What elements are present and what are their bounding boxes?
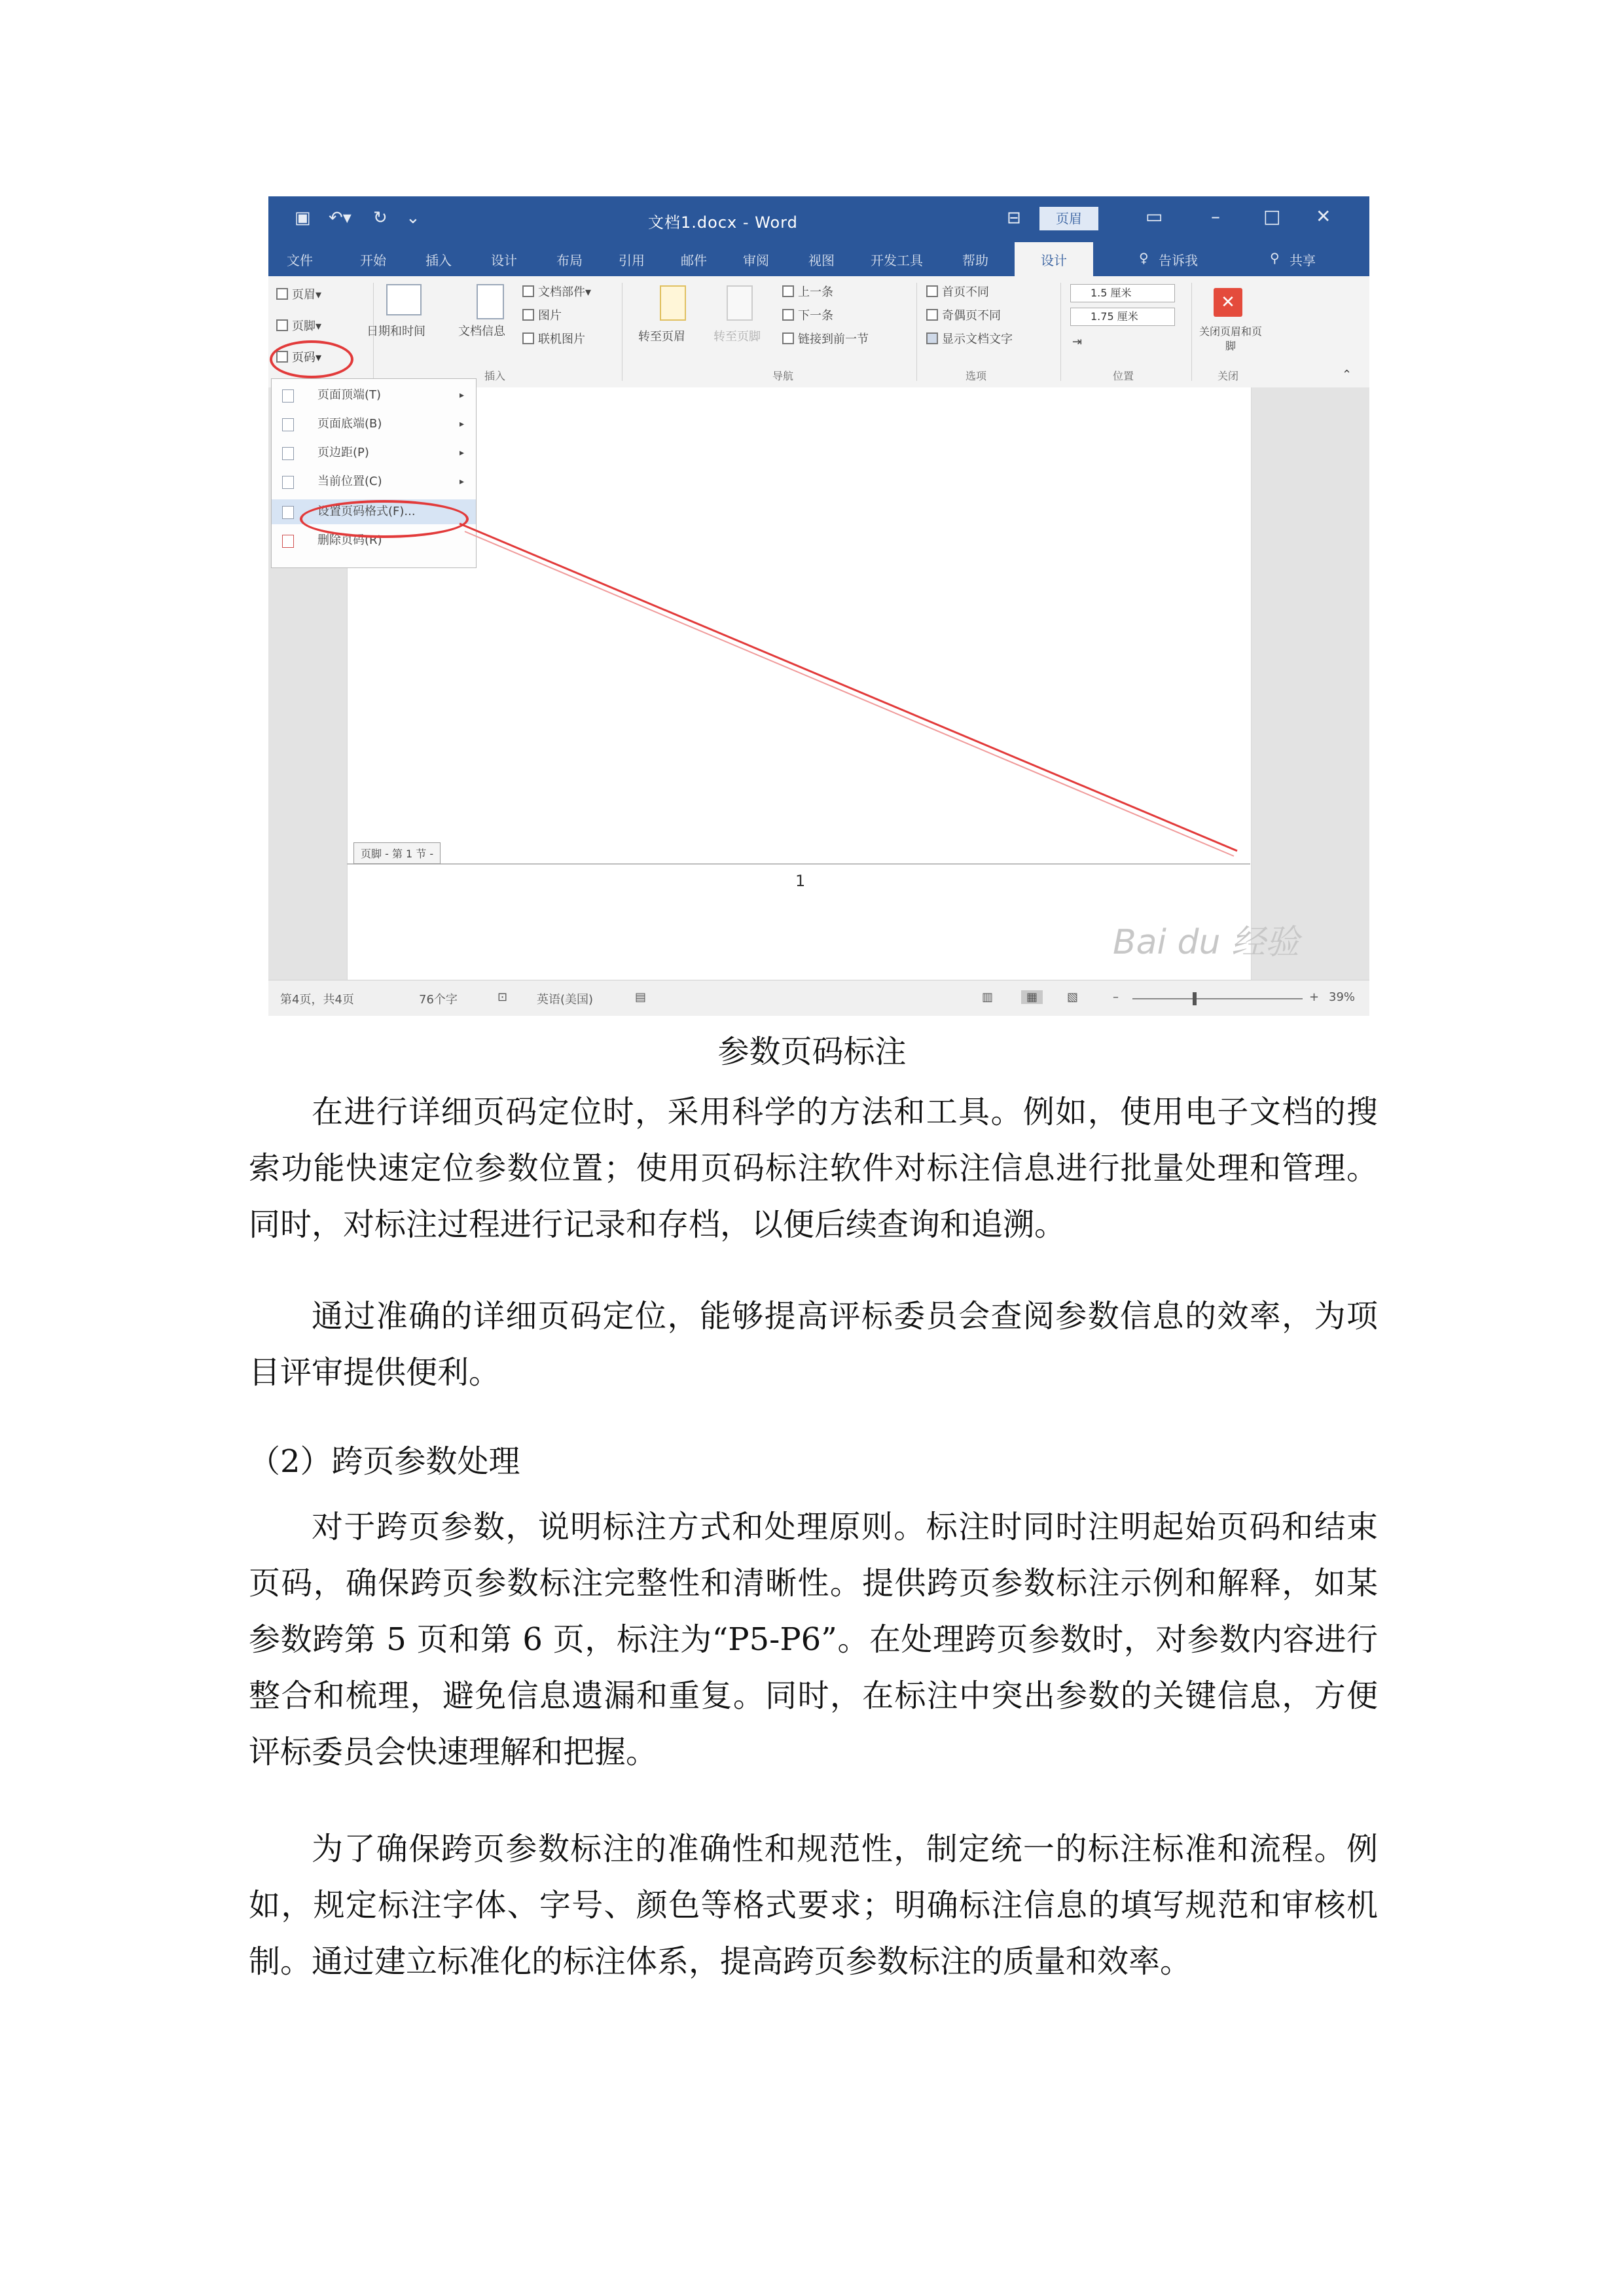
show-text-label: 显示文档文字 (942, 332, 1013, 346)
group-options-label: 选项 (965, 370, 987, 382)
tab-review[interactable]: 审阅 (743, 253, 769, 268)
redo-icon[interactable]: ↻ (373, 208, 388, 228)
minimize-icon[interactable]: – (1211, 206, 1220, 227)
quickparts-button[interactable]: 文档部件▾ (522, 283, 591, 300)
print-layout-icon[interactable]: ▦ (1021, 990, 1043, 1004)
zoom-slider[interactable] (1132, 998, 1303, 999)
tab-insert[interactable]: 插入 (425, 253, 452, 268)
ribbon-display-icon[interactable]: ⊟ (1007, 208, 1021, 228)
diff-first-label: 首页不同 (942, 285, 989, 299)
goto-footer-button[interactable]: 转至页脚 (713, 330, 761, 344)
tab-references[interactable]: 引用 (619, 253, 645, 268)
footer-label: 页脚 (292, 319, 316, 333)
tab-help[interactable]: 帮助 (962, 253, 988, 268)
group-close-label: 关闭 (1218, 370, 1239, 382)
tab-file[interactable]: 文件 (287, 253, 313, 268)
window-title: 文档1.docx - Word (648, 213, 798, 232)
submenu-arrow-icon: ▸ (459, 390, 464, 401)
context-tab-label: 页眉 (1039, 207, 1098, 230)
undo-icon[interactable]: ↶▾ (329, 208, 352, 228)
menu-item-label: 页面底端(B) (317, 417, 382, 431)
menu-item-label: 删除页码(R) (317, 533, 382, 547)
lightbulb-icon[interactable]: ♀ (1139, 250, 1149, 266)
share-icon[interactable]: ⚲ (1270, 250, 1280, 266)
collapse-ribbon-icon[interactable]: ⌃ (1342, 368, 1352, 382)
group-insert-label: 插入 (484, 370, 506, 382)
tell-me-search[interactable]: 告诉我 (1159, 253, 1198, 268)
header-top-spinner[interactable]: 1.5 厘米 (1070, 284, 1175, 302)
paragraph-3: 对于跨页参数，说明标注方式和处理原则。标注时同时注明起始页码和结束页码，确保跨页参数标注完整性和清晰性。提供跨页参数标注示例和解释，如某参数跨第 5 页和第 6 页，标注为“P5-P6”。在处理跨页参数时，对参数内容进行整合和梳理，避免信息遗漏和重复。同时，在标注中突出参数的关键信息，方便评标委员会快速理解和把握。 (249, 1509, 1378, 1770)
page-number-button[interactable]: 页码▾ (276, 348, 321, 365)
header-label: 页眉 (292, 288, 316, 302)
footer-section-tag: 页脚 - 第 1 节 - (353, 842, 441, 864)
ribbon-options-icon[interactable]: ▭ (1146, 206, 1163, 227)
group-nav-label: 导航 (772, 370, 794, 382)
save-icon[interactable]: ▣ (295, 208, 311, 228)
read-mode-icon[interactable]: ▥ (982, 990, 994, 1004)
tab-home[interactable]: 开始 (360, 253, 386, 268)
datetime-button[interactable]: 日期和时间 (367, 325, 425, 338)
tab-header-footer-design[interactable]: 设计 (1015, 242, 1093, 276)
menu-item-label: 设置页码格式(F)... (317, 505, 416, 518)
status-language[interactable]: 英语(美国) (537, 993, 594, 1007)
page-number-label: 页码 (292, 351, 316, 365)
header-button[interactable]: 页眉▾ (276, 285, 321, 302)
zoom-slider-thumb[interactable] (1193, 992, 1197, 1005)
tab-design[interactable]: 设计 (491, 253, 517, 268)
paragraph-4: 为了确保跨页参数标注的准确性和规范性，制定统一的标注标准和流程。例如，规定标注字体、字号、颜色等格式要求；明确标注信息的填写规范和审核机制。通过建立标准化的标注体系，提高跨页参数标注的质量和效率。 (249, 1831, 1378, 1980)
goto-header-button[interactable]: 转至页眉 (638, 330, 685, 344)
footer-button[interactable]: 页脚▾ (276, 317, 321, 334)
status-words[interactable]: 76个字 (419, 993, 458, 1007)
macro-icon[interactable]: ▤ (635, 990, 647, 1004)
tab-developer[interactable]: 开发工具 (871, 253, 923, 268)
status-bar (268, 980, 1369, 1016)
footer-bottom-spinner[interactable]: 1.75 厘米 (1070, 308, 1175, 326)
close-window-icon[interactable]: ✕ (1316, 206, 1331, 227)
docinfo-button[interactable]: 文档信息 (458, 325, 505, 338)
annotation-arrow (268, 196, 1369, 1016)
arrow-line (460, 524, 1237, 851)
diff-oddeven-label: 奇偶页不同 (942, 309, 1001, 323)
zoom-out-icon[interactable]: – (1113, 990, 1119, 1004)
maximize-icon[interactable]: □ (1263, 206, 1281, 227)
online-pictures-label: 联机图片 (538, 332, 585, 346)
tab-mailings[interactable]: 邮件 (681, 253, 707, 268)
pictures-label: 图片 (538, 309, 562, 323)
section-heading: （2）跨页参数处理 (249, 1443, 520, 1480)
close-header-footer-icon[interactable]: ✕ (1214, 288, 1242, 317)
proofing-icon[interactable]: ⊡ (497, 990, 508, 1004)
share-button[interactable]: 共享 (1290, 253, 1316, 268)
footer-page-number[interactable]: 1 (795, 872, 806, 890)
insert-alignment-tab-icon[interactable]: ⇥ (1072, 335, 1083, 349)
link-prev-label: 链接到前一节 (798, 332, 869, 346)
quickparts-label: 文档部件 (538, 285, 585, 299)
menu-item-label: 当前位置(C) (317, 475, 382, 488)
zoom-in-icon[interactable]: + (1309, 990, 1320, 1004)
group-position-label: 位置 (1113, 370, 1134, 382)
zoom-level[interactable]: 39% (1329, 990, 1356, 1004)
web-layout-icon[interactable]: ▧ (1067, 990, 1079, 1004)
arrow-line-shadow (465, 531, 1234, 856)
prev-label: 上一条 (798, 285, 833, 299)
figure-caption: 参数页码标注 (717, 1033, 907, 1070)
submenu-arrow-icon: ▸ (459, 476, 464, 487)
word-screenshot (268, 196, 1369, 1016)
submenu-arrow-icon: ▸ (459, 419, 464, 429)
tab-layout[interactable]: 布局 (556, 253, 583, 268)
paragraph-1: 在进行详细页码定位时，采用科学的方法和工具。例如，使用电子文档的搜索功能快速定位参数位置；使用页码标注软件对标注信息进行批量处理和管理。同时，对标注过程进行记录和存档，以便后续查询和追溯。 (249, 1094, 1378, 1243)
customize-qat-icon[interactable]: ⌄ (406, 208, 420, 228)
next-label: 下一条 (798, 309, 833, 323)
close-header-footer-button[interactable]: 关闭页眉和页脚 (1199, 325, 1262, 352)
paragraph-2: 通过准确的详细页码定位，能够提高评标委员会查阅参数信息的效率，为项目评审提供便利。 (249, 1298, 1378, 1391)
menu-item-label: 页面顶端(T) (317, 388, 382, 402)
submenu-arrow-icon: ▸ (459, 448, 464, 458)
watermark: Bai du 经验 (1113, 923, 1300, 962)
menu-item-label: 页边距(P) (317, 446, 369, 459)
status-pages[interactable]: 第4页，共4页 (280, 993, 354, 1007)
tab-view[interactable]: 视图 (808, 253, 835, 268)
